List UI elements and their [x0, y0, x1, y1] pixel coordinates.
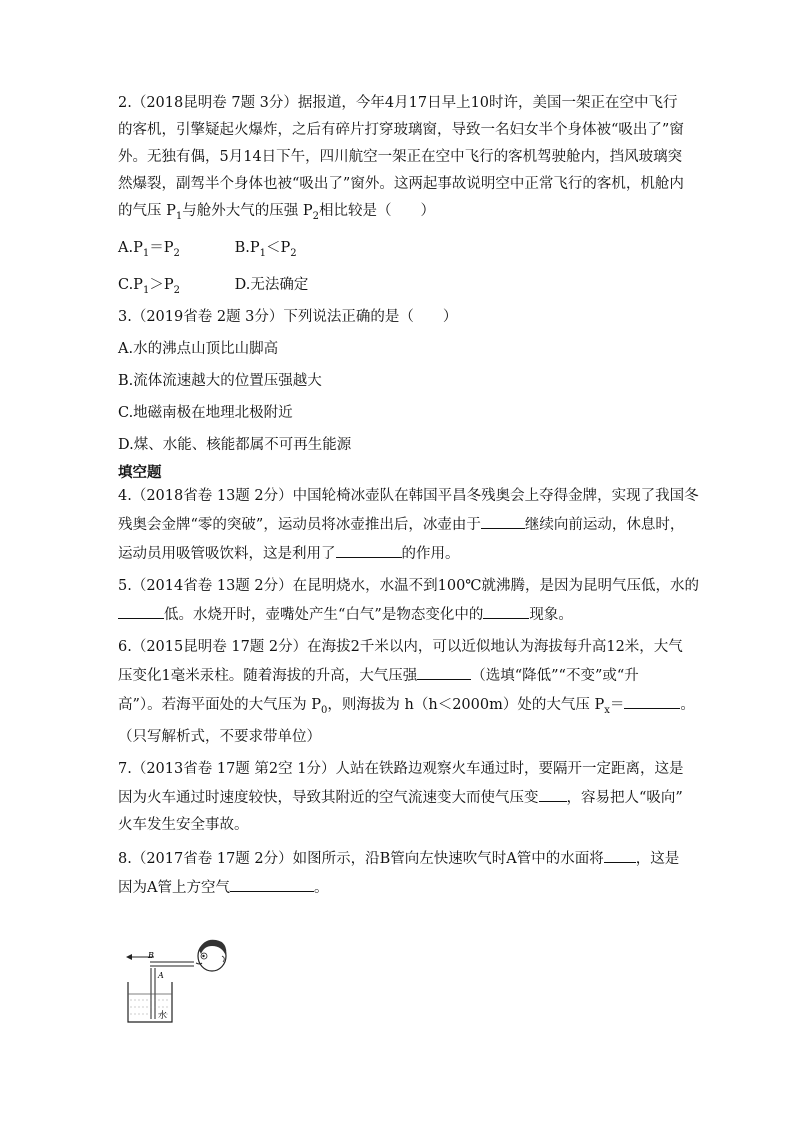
- q8-line-1: 8.（2017省卷 17题 2分）如图所示，沿B管向左快速吹气时A管中的水面将 ，这是: [118, 848, 678, 869]
- question-5: [118, 577, 700, 625]
- q3-option-a: A.水的沸点山顶比山脚高: [118, 340, 279, 357]
- q2-option-d: D.无法确定: [234, 276, 309, 293]
- q6-line-2: 压变化1毫米汞柱。随着海拔的升高，大气压强 （选填“降低”“不变”或“升: [118, 665, 678, 686]
- q8-line-2: 因为A管上方空气 。: [118, 877, 678, 898]
- blowing-tube-diagram: [122, 934, 234, 1026]
- q7-line-2: 因为火车通过时速度较快，导致其附近的空气流速变大而使气压变 ，容易把人“吸向”: [118, 787, 678, 808]
- q2-options-ab: [118, 239, 678, 263]
- question-2: [118, 94, 684, 300]
- label-a: A: [158, 971, 164, 980]
- q6-line-3: 高”）。若海平面处的大气压为 $P_0$，则海拔为 h（h＜2000m）处的大气压 $P_x=$ 。: [118, 694, 678, 720]
- q8-figure: [122, 934, 234, 1026]
- q2-option-c: $C.P_1>P_2$: [118, 276, 180, 296]
- q2-option-a: $A.P_1=P_2$: [118, 239, 180, 259]
- q5-line-1: 5.（2014省卷 13题 2分）在昆明烧水，水温不到100℃就沸腾，是因为昆明气压低，水的: [118, 577, 700, 594]
- label-b: B: [148, 951, 154, 960]
- q6-line-1: 6.（2015昆明卷 17题 2分）在海拔2千米以内，可以近似地认为海拔每升高12米，大气: [118, 638, 683, 655]
- q7-line-1: 7.（2013省卷 17题 第2空 1分）人站在铁路边观察火车通过时，要隔开一定距离，这是: [118, 760, 684, 777]
- q3-option-c: C.地磁南极在地理北极附近: [118, 404, 293, 421]
- q2-line-1: 2.（2018昆明卷 7题 3分）据报道，今年4月17日早上10时许，美国一架正在空中飞行: [118, 95, 678, 111]
- question-7: [118, 760, 684, 835]
- q7-line-3: 火车发生安全事故。: [118, 816, 249, 833]
- answer-blank[interactable]: [118, 604, 164, 619]
- q2-line-4: 然爆裂，副驾半个身体也被“吸出了”窗外。这两起事故说明空中正常飞行的客机，机舱内: [118, 176, 684, 192]
- answer-blank[interactable]: [481, 514, 525, 529]
- answer-blank[interactable]: [604, 848, 636, 863]
- q2-options-cd: [118, 276, 678, 300]
- answer-blank[interactable]: [336, 543, 402, 558]
- arrow-head-icon: [126, 954, 132, 960]
- q4-line-2: 残奥会金牌“零的突破”，运动员将冰壶推出后，冰壶由于 继续向前运动，休息时，: [118, 514, 678, 535]
- answer-blank[interactable]: [417, 665, 471, 680]
- q3-option-d: D.煤、水能、核能都属不可再生能源: [118, 436, 352, 453]
- answer-blank[interactable]: [539, 787, 567, 802]
- person-head-icon: [196, 940, 226, 971]
- question-4: [118, 487, 699, 564]
- q6-line-4: （只写解析式，不要求带单位）: [118, 728, 321, 745]
- answer-blank[interactable]: [624, 694, 680, 709]
- section-heading: 填空题: [118, 463, 162, 481]
- question-6: [118, 638, 695, 747]
- worksheet: [118, 94, 700, 911]
- question-8: [118, 848, 678, 898]
- q2-line-2: 的客机，引擎疑起火爆炸，之后有碎片打穿玻璃窗，导致一名妇女半个身体被“吸出了”窗: [118, 122, 684, 138]
- q4-line-1: 4.（2018省卷 13题 2分）中国轮椅冰壶队在韩国平昌冬残奥会上夺得金牌，实现了我国冬: [118, 487, 699, 504]
- answer-blank[interactable]: [230, 877, 314, 892]
- q2-line-3: 外。无独有偶，5月14日下午，四川航空一架正在空中飞行的客机驾驶舱内，挡风玻璃突: [118, 149, 683, 165]
- q2-option-b: $B.P_1<P_2$: [234, 239, 297, 259]
- q2-line-5: 的气压 $P_1$与舱外大气的压强 $P_2$相比较是（ ）: [118, 203, 435, 222]
- q5-line-2: 低。水烧开时，壶嘴处产生“白气”是物态变化中的 现象。: [118, 604, 678, 625]
- label-water: 水: [158, 1011, 168, 1021]
- q4-line-3: 运动员用吸管吸饮料，这是利用了 的作用。: [118, 543, 678, 564]
- q3-option-b: B.流体流速越大的位置压强越大: [118, 372, 322, 389]
- answer-blank[interactable]: [483, 604, 529, 619]
- q3-stem: 3.（2019省卷 2题 3分）下列说法正确的是（ ）: [118, 308, 458, 325]
- question-3: [118, 308, 678, 455]
